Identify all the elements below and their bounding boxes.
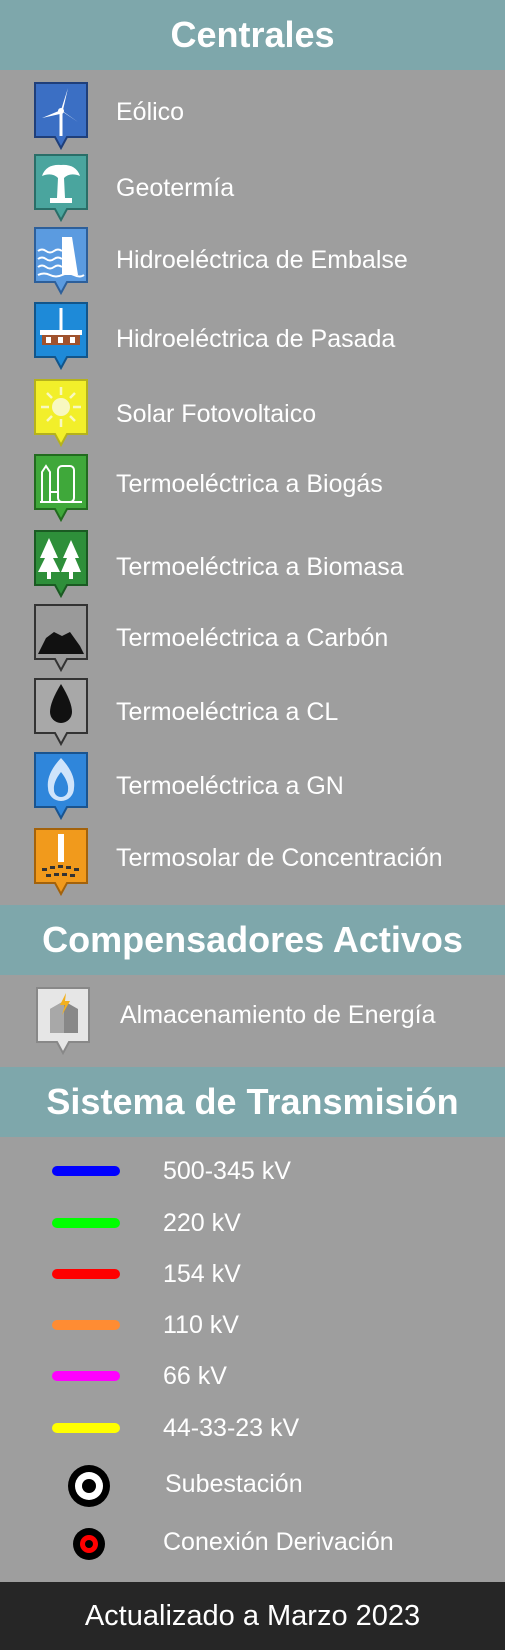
battery-storage-icon	[34, 985, 92, 1057]
line-label-220kv: 220 kV	[163, 1209, 241, 1237]
biogas-icon	[32, 452, 90, 524]
dam-icon	[32, 225, 90, 297]
legend-label: Solar Fotovoltaico	[116, 400, 317, 428]
line-swatch-66kv	[52, 1371, 120, 1381]
coal-pile-icon	[32, 602, 90, 674]
legend-label: Almacenamiento de Energía	[120, 1001, 436, 1029]
centrales-header	[0, 0, 505, 70]
line-label-154kv: 154 kV	[163, 1260, 241, 1288]
gas-flame-icon	[32, 750, 90, 822]
line-swatch-110kv	[52, 1320, 120, 1330]
line-label-66kv: 66 kV	[163, 1362, 227, 1390]
legend-label: Termoeléctrica a Biogás	[116, 470, 383, 498]
legend-label: Termosolar de Concentración	[116, 844, 443, 872]
legend-label: Termoeléctrica a GN	[116, 772, 344, 800]
line-label-110kv: 110 kV	[163, 1311, 239, 1339]
legend-label: Eólico	[116, 98, 185, 126]
transmision-title: Sistema de Transmisión	[46, 1081, 459, 1122]
line-label-44-33-23kv: 44-33-23 kV	[163, 1414, 300, 1442]
legend-label: Geotermía	[116, 174, 235, 202]
legend-label: Hidroeléctrica de Pasada	[116, 325, 396, 353]
oil-drop-icon	[32, 676, 90, 748]
compensadores-title: Compensadores Activos	[42, 919, 463, 960]
substation-label: Subestación	[165, 1470, 303, 1498]
legend-label: Termoeléctrica a Carbón	[116, 624, 389, 652]
legend-label: Hidroeléctrica de Embalse	[116, 246, 408, 274]
sun-icon	[32, 377, 90, 449]
substation-icon	[66, 1463, 112, 1509]
line-swatch-500-345kv	[52, 1166, 120, 1176]
footer	[0, 1582, 505, 1650]
footer-text: Actualizado a Marzo 2023	[84, 1599, 421, 1632]
run-of-river-icon	[32, 300, 90, 372]
compensadores-header	[0, 905, 505, 975]
legend-label: Termoeléctrica a CL	[116, 698, 339, 726]
geothermal-icon	[32, 152, 90, 224]
solar-tower-icon	[32, 826, 90, 898]
transmision-header	[0, 1067, 505, 1137]
line-swatch-154kv	[52, 1269, 120, 1279]
biomass-trees-icon	[32, 528, 90, 600]
tap-connection-icon	[72, 1527, 106, 1561]
line-swatch-220kv	[52, 1218, 120, 1228]
wind-turbine-icon	[32, 80, 90, 152]
line-label-500-345kv: 500-345 kV	[163, 1157, 291, 1185]
tap-connection-label: Conexión Derivación	[163, 1528, 394, 1556]
centrales-title: Centrales	[170, 14, 335, 55]
legend-label: Termoeléctrica a Biomasa	[116, 553, 404, 581]
line-swatch-44-33-23kv	[52, 1423, 120, 1433]
